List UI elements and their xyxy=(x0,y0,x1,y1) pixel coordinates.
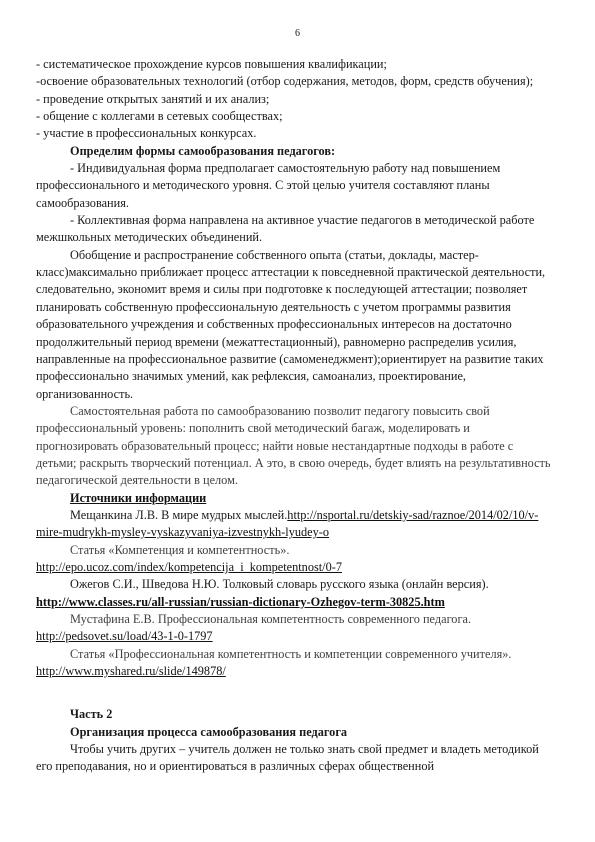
collective-form-paragraph: - Коллективная форма направлена на активное участие педагогов в методической работе межшкольных методических объединений. xyxy=(36,213,535,245)
section-gap xyxy=(36,680,554,706)
list-item: - проведение открытых занятий и их анализ; xyxy=(36,91,270,106)
list-item: - систематическое прохождение курсов повышения квалификации; xyxy=(36,57,387,71)
independent-work-paragraph: Самостоятельная работа по самообразованию позволит педагогу повысить свой профессиональный уровень: пополнить свой методический багаж, моделировать и прогнозировать образовательный процесс; найти новые нестандартные подходы в работе с детьми; раскрыть творческий потенциал. А это, в свою очередь, будет влиять на результативность педагогической деятельности в целом. xyxy=(36,403,551,488)
source-1-text: Мещанкина Л.В. В мире мудрых мыслей. xyxy=(70,507,288,522)
source-item-4 xyxy=(36,611,554,646)
page-content xyxy=(36,56,554,776)
source-4-text: Мустафина Е.В. Профессиональная компетентность современного педагога. xyxy=(70,612,472,626)
individual-form-paragraph: - Индивидуальная форма предполагает самостоятельную работу над повышением профессионального и методического уровня. С этой целью учителя составляют планы самообразования. xyxy=(36,161,501,210)
source-item-2 xyxy=(36,542,554,559)
list-item: - общение с коллегами в сетевых сообществах; xyxy=(36,109,283,124)
sources-heading-text: Источники информации xyxy=(70,490,207,505)
source-item-3 xyxy=(36,576,554,611)
source-5-text: Статья «Профессиональная компетентность и компетенции современного учителя». xyxy=(70,646,512,661)
source-2-text: Статья «Компетенция и компетентность». xyxy=(70,542,290,557)
part-title: Часть 2 xyxy=(70,707,113,722)
source-2-link[interactable]: http://epo.ucoz.com/index/kompetencija_i_kompetentnost/0-7 xyxy=(36,559,342,574)
source-item-1 xyxy=(36,507,554,542)
source-5-link[interactable]: http://www.myshared.ru/slide/149878/ xyxy=(36,664,226,679)
source-3-link[interactable]: http://www.classes.ru/all-russian/russian-dictionary-Ozhegov-term-30825.htm xyxy=(36,594,445,609)
generalization-paragraph: Обобщение и распространение собственного опыта (статьи, доклады, мастер-класс)максимально приближает процесс аттестации к повседневной практической деятельности, следовательно, экономит время и силы при подготовке к последующей аттестации; позволяет планировать собственную профессиональную деятельность с учетом программы развития образовательного учреждения и собственных профессиональных интересов на достаточно продолжительный период времени (межаттестационный), равномерно распределив усилия, направленные на профессиональное развитие (самоменеджмент);ориентирует на развитие таких профессионально значимых умений, как рефлексия, самоанализ, проектирование, организованность. xyxy=(36,247,546,401)
part-paragraph: Чтобы учить других – учитель должен не только знать свой предмет и владеть методикой его преподавания, но и ориентироваться в различных сферах общественной xyxy=(36,742,539,774)
source-3-text: Ожегов С.И., Шведова Н.Ю. Толковый словарь русского языка (онлайн версия). xyxy=(70,577,489,592)
list-item: - участие в профессиональных конкурсах. xyxy=(36,126,257,141)
source-item-5 xyxy=(36,646,554,681)
source-1-link[interactable]: http://nsportal.ru/detskiy-sad/raznoe/2014/02/10/v-mire-mudrykh-mysley-vyskazyvaniya-izvestnykh-lyudey-o xyxy=(36,507,539,540)
part-subtitle: Организация процесса самообразования педагога xyxy=(70,724,348,739)
source-4-link[interactable]: http://pedsovet.su/load/43-1-0-1797 xyxy=(36,629,213,644)
forms-heading: Определим формы самообразования педагогов: xyxy=(70,143,336,158)
sources-heading xyxy=(36,490,554,507)
source-item-2-link-line xyxy=(36,559,554,576)
page-number: 6 xyxy=(295,28,300,39)
list-item: -освоение образовательных технологий (отбор содержания, методов, форм, средств обучения); xyxy=(36,74,534,89)
